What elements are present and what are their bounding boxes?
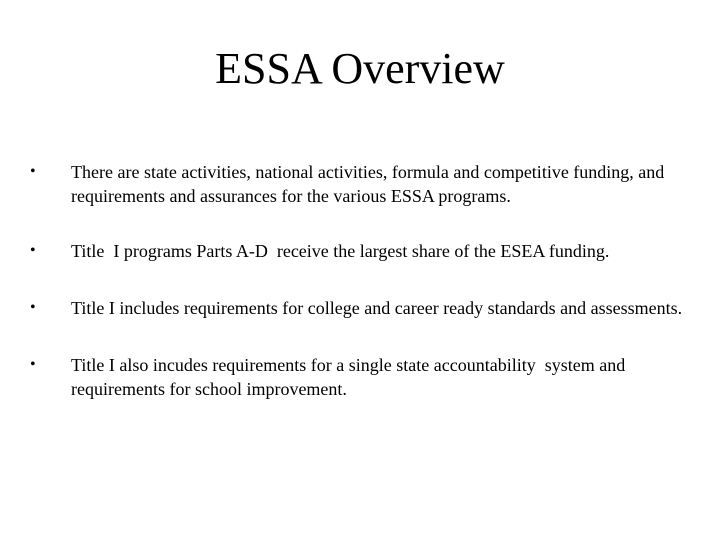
bullet-text: There are state activities, national activities, formula and competitive funding, and requirements and assurances for the various ESSA programs. (71, 162, 669, 206)
bullet-text: Title I also incudes requirements for a single state accountability system and requirements for school improvement. (71, 355, 630, 399)
bullet-icon: • (30, 356, 36, 373)
bullet-item (30, 239, 690, 263)
bullet-icon: • (30, 299, 36, 316)
bullet-text: Title I includes requirements for college and career ready standards and assessments. (71, 298, 683, 318)
bullet-item (30, 353, 690, 401)
slide-title: ESSA Overview (215, 44, 505, 93)
bullet-icon: • (30, 242, 36, 259)
bullet-list (30, 160, 690, 432)
bullet-icon: • (30, 163, 36, 180)
bullet-item (30, 160, 690, 208)
bullet-text: Title I programs Parts A-D receive the largest share of the ESEA funding. (71, 241, 610, 261)
bullet-item (30, 296, 690, 320)
